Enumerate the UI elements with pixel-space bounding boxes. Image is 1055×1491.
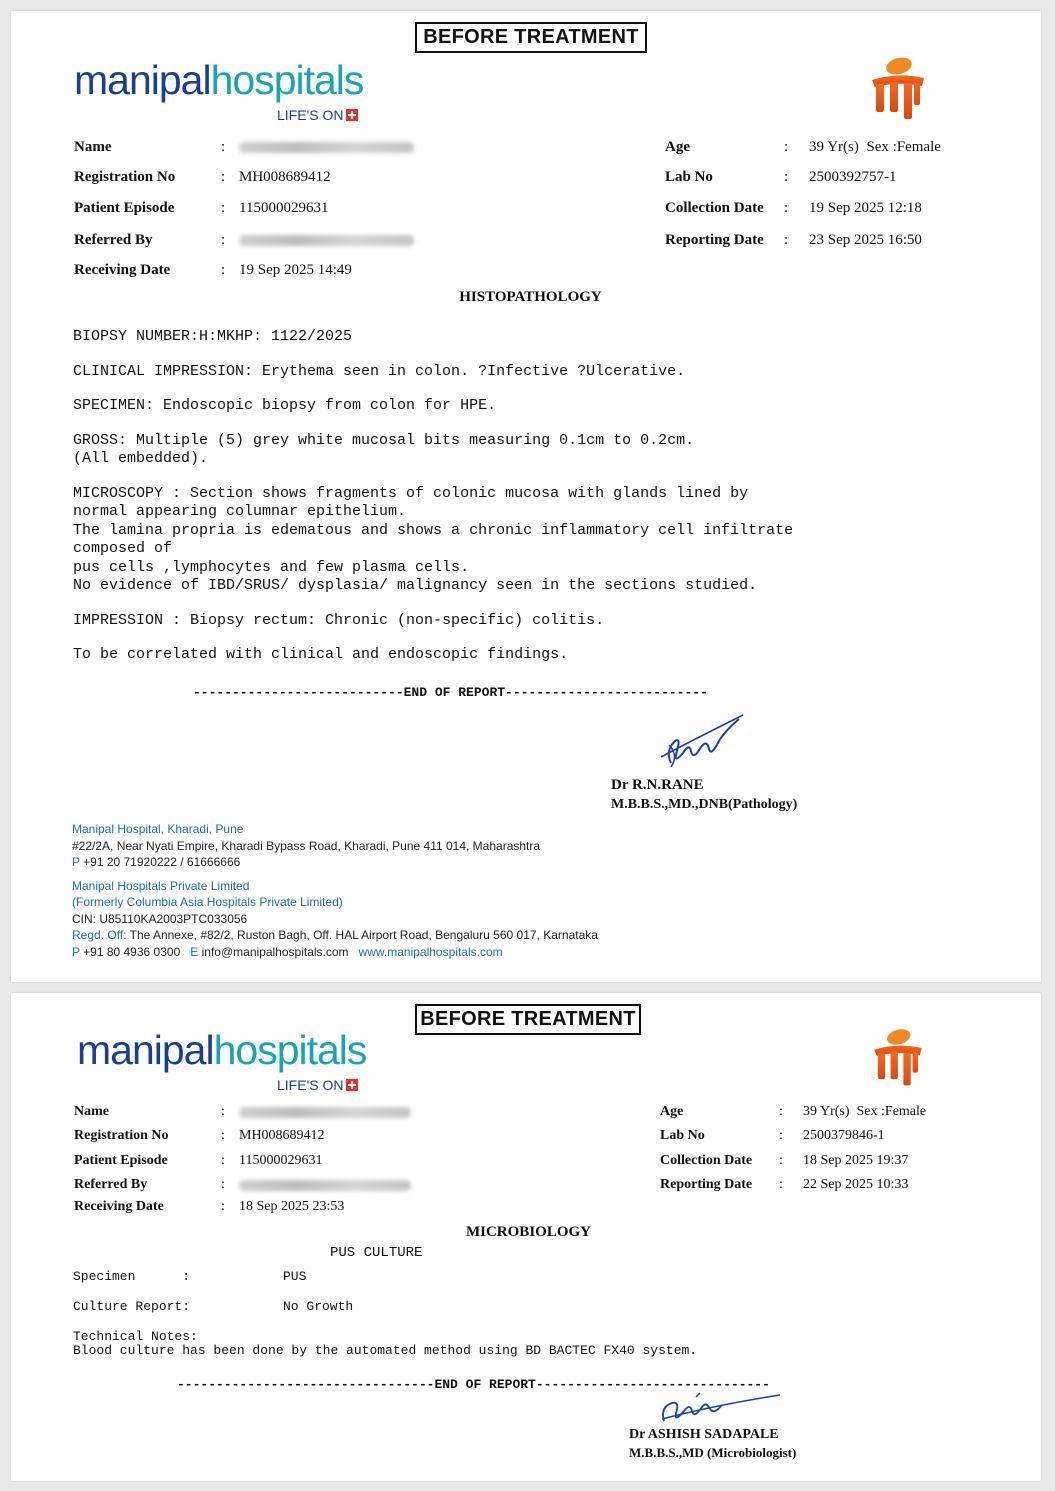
logo-tagline [277,107,358,123]
redacted-referrer [239,235,414,246]
manipal-hospitals-logo [74,57,364,103]
colon: : [221,200,226,216]
name-label: Name [74,139,112,155]
footer-formerly: (Formerly Columbia Asia Hospitals Private Limited) [72,895,343,909]
referred-label: Referred By [74,1177,148,1192]
report-body-line: IMPRESSION : Biopsy rectum: Chronic (non-specific) colitis. [73,611,605,629]
report-body-line: To be correlated with clinical and endoscopic findings. [73,646,569,663]
age-label: Age [660,1104,684,1119]
registration-value: MH008689412 [239,1128,325,1143]
episode-value: 115000029631 [239,200,329,216]
age-label: Age [665,139,690,155]
logo-text-hospitals: hospitals [213,1027,367,1073]
report-body-line: composed of [73,540,173,557]
report-body-line: normal appearing columnar epithelium. [73,503,407,520]
report-body-line: GROSS: Multiple (5) grey white mucosal bits measuring 0.1cm to 0.2cm. [73,431,695,449]
colon: : [779,1177,783,1192]
redacted-name [239,1107,411,1118]
report-body-spacer [73,630,793,646]
hospital-footer [72,821,598,960]
colon: : [221,1199,225,1214]
report-body-line: No evidence of IBD/SRUS/ dysplasia/ malignancy seen in the sections studied. [73,577,758,594]
report-body-line: MICROSCOPY : Section shows fragments of colonic mucosa with glands lined by [73,484,749,502]
colon: : [221,1128,225,1143]
footer-hospital-name: Manipal Hospital, Kharadi, Pune [72,822,244,836]
receiving-value: 18 Sep 2025 23:53 [239,1199,345,1214]
episode-label: Patient Episode [74,1153,168,1168]
footer-website-link[interactable]: www.manipalhospitals.com [358,944,503,959]
report-body-line: CLINICAL IMPRESSION: Erythema seen in colon. ?Infective ?Ulcerative. [73,362,686,380]
receiving-label: Receiving Date [74,1199,164,1214]
phone-prefix: P [72,855,80,869]
logo-text-manipal: manipal [77,1027,214,1073]
before-treatment-badge: BEFORE TREATMENT [415,1004,641,1035]
doctor-name: Dr R.N.RANE [611,777,704,793]
report-body-spacer [73,416,793,432]
report-body-line: SPECIMEN: Endoscopic biopsy from colon for HPE. [73,397,497,414]
before-treatment-badge: BEFORE TREATMENT [415,22,647,53]
colon: : [221,232,226,248]
redacted-name [239,142,414,153]
referred-label: Referred By [74,232,153,248]
doctor-signature [656,1389,786,1429]
colon: : [221,1153,225,1168]
report-body [73,328,793,665]
culture-report-value: No Growth [283,1299,354,1314]
colon: : [221,1177,225,1192]
collection-label: Collection Date [660,1153,753,1168]
footer-contact-line [72,944,598,961]
reporting-label: Reporting Date [665,232,764,248]
report-body-line: pus cells ,lymphocytes and few plasma cells. [73,558,470,576]
specimen-label: Specimen : [73,1269,191,1284]
reporting-label: Reporting Date [660,1177,753,1192]
colon: : [221,169,226,185]
footer-phone2: +91 80 4936 0300 [83,944,181,959]
registration-label: Registration No [74,169,176,185]
report-body-spacer [73,347,793,363]
red-cross-icon [346,109,358,121]
colon: : [221,262,226,278]
receiving-label: Receiving Date [74,262,171,278]
colon: : [779,1128,783,1143]
collection-value: 18 Sep 2025 19:37 [803,1153,909,1168]
colon: : [784,139,789,155]
episode-value: 115000029631 [239,1153,323,1168]
receiving-value: 19 Sep 2025 14:49 [239,262,352,278]
collection-label: Collection Date [665,200,764,216]
colon: : [221,139,226,155]
specimen-value: PUS [283,1269,307,1284]
doctor-qualification: M.B.B.S.,MD (Microbiologist) [629,1445,797,1460]
section-title-histopathology: HISTOPATHOLOGY [459,289,602,305]
report-page-histopathology [11,11,1041,982]
email-prefix: E [190,944,199,959]
logo-tagline [277,1077,358,1093]
footer-address: #22/2A, Near Nyati Empire, Kharadi Bypass Road, Kharadi, Pune 411 014, Maharashtra [72,838,541,853]
report-body-spacer [73,469,793,485]
footer-phone: +91 20 71920222 / 61666666 [83,855,241,869]
tagline-text: LIFE'S ON [277,107,344,123]
report-body-line: (All embedded). [73,450,209,467]
footer-phone-line [72,854,598,871]
reporting-value: 23 Sep 2025 16:50 [809,232,922,248]
red-cross-icon [346,1079,358,1091]
colon: : [779,1153,783,1168]
tagline-text: LIFE'S ON [277,1077,344,1093]
technical-notes-label: Technical Notes: [73,1329,198,1344]
logo-text-hospitals: hospitals [210,57,364,103]
colon: : [779,1104,783,1119]
manipal-emblem-icon [866,54,928,124]
lab-value: 2500379846-1 [803,1128,885,1143]
manipal-hospitals-logo [77,1027,367,1073]
colon: : [784,169,789,185]
report-body-spacer [73,381,793,397]
end-of-report-line: ---------------------------END OF REPORT-------------------------- [193,685,708,700]
doctor-signature [651,711,751,775]
technical-notes-text: Blood culture has been done by the automated method using BD BACTEC FX40 system. [73,1343,698,1358]
regd-label: Regd. Off: [72,928,127,942]
colon: : [784,232,789,248]
redacted-referrer [239,1180,411,1191]
footer-regd: The Annexe, #82/2, Ruston Bagh, Off. HAL Airport Road, Bengaluru 560 017, Karnataka [129,928,598,942]
colon: : [784,200,789,216]
colon: : [221,1104,225,1119]
reporting-value: 22 Sep 2025 10:33 [803,1177,909,1192]
doctor-qualification: M.B.B.S.,MD.,DNB(Pathology) [611,797,798,812]
phone2-prefix: P [72,944,80,959]
name-label: Name [74,1104,109,1119]
doctor-name: Dr ASHISH SADAPALE [629,1427,779,1442]
age-value: 39 Yr(s) Sex :Female [809,139,941,155]
lab-value: 2500392757-1 [809,169,897,185]
manipal-emblem-icon [866,1026,928,1090]
collection-value: 19 Sep 2025 12:18 [809,200,922,216]
footer-company: Manipal Hospitals Private Limited [72,878,250,893]
report-page-microbiology [11,993,1041,1481]
report-body-line: BIOPSY NUMBER:H:MKHP: 1122/2025 [73,328,353,345]
section-title-microbiology: MICROBIOLOGY [465,1224,591,1240]
subsection-pus-culture: PUS CULTURE [330,1245,423,1261]
registration-value: MH008689412 [239,169,331,185]
lab-label: Lab No [660,1128,705,1143]
footer-regd-line [72,927,598,944]
lab-label: Lab No [665,169,713,185]
age-value: 39 Yr(s) Sex :Female [803,1104,927,1119]
footer-cin: CIN: U85110KA2003PTC033056 [72,911,248,926]
registration-label: Registration No [74,1128,169,1143]
episode-label: Patient Episode [74,200,175,216]
end-of-report-line: ---------------------------------END OF REPORT------------------------------ [177,1377,770,1392]
report-body-spacer [73,596,793,612]
report-body-line: The lamina propria is edematous and shows a chronic inflammatory cell infiltrate [73,521,794,539]
logo-text-manipal: manipal [74,57,211,103]
culture-report-label: Culture Report: [73,1299,191,1314]
footer-email: info@manipalhospitals.com [201,944,349,959]
